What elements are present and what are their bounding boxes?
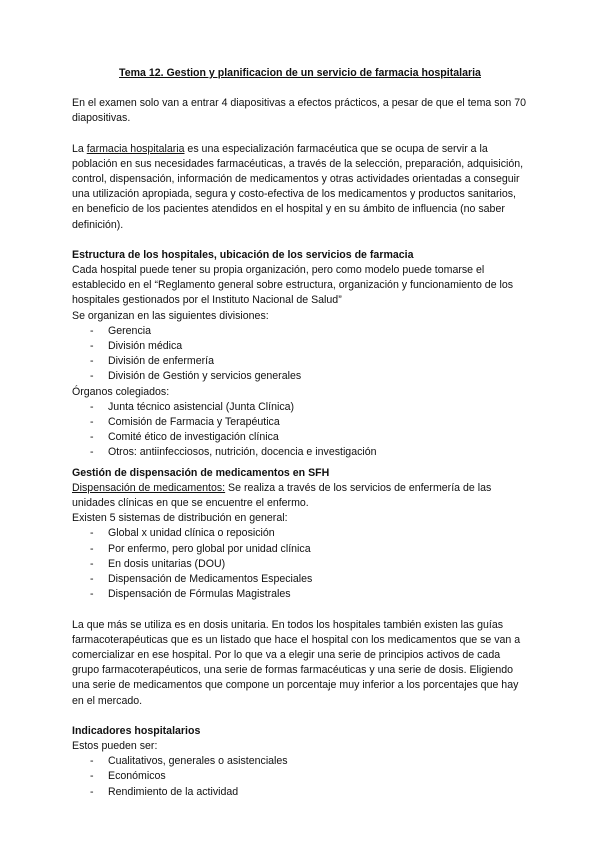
definition-term: farmacia hospitalaria xyxy=(86,142,185,155)
definition-prefix: La xyxy=(72,142,87,155)
section2-paragraph: La que más se utiliza es en dosis unitaria. En todos los hospitales también existen las guías farmacoterapéuticas que es un listado que hace el hospital con los medicamentos que se van a comercializar en ese hospital. Por lo que va a elegir una serie de principios activos de cada grupo farmacoterapéuticos, una serie de formas farmacéuticas y una serie de dosis. Eligiendo una serie de medicamentos que compone un porcentaje muy inferior a los porcentajes que hay en el mercado. xyxy=(72,618,521,707)
dispensation-text: Se realiza a través de los servicios de enfermería de las unidades clínicas en que se encuentre el enfermo. xyxy=(72,481,492,510)
list-item: - Rendimiento de la actividad xyxy=(72,785,528,800)
section1-heading: Estructura de los hospitales, ubicación de los servicios de farmacia xyxy=(72,248,414,261)
list-item: - Gerencia xyxy=(72,324,528,339)
definition-paragraph xyxy=(72,142,528,233)
divisions-list xyxy=(72,324,528,385)
list-item: - Económicos xyxy=(72,769,528,784)
section3-heading: Indicadores hospitalarios xyxy=(72,724,201,737)
organs-intro: Órganos colegiados: xyxy=(72,385,170,398)
section2-heading: Gestión de dispensación de medicamentos en SFH xyxy=(72,466,330,479)
indicators-list xyxy=(72,754,528,800)
dispensation-definition xyxy=(72,481,528,511)
list-item: - Comisión de Farmacia y Terapéutica xyxy=(72,415,528,430)
list-item: - Otros: antiinfecciosos, nutrición, docencia e investigación xyxy=(72,445,528,460)
list-item: - Cualitativos, generales o asistenciales xyxy=(72,754,528,769)
organs-list xyxy=(72,400,528,461)
list-item: - Global x unidad clínica o reposición xyxy=(72,526,528,541)
list-item: - División de Gestión y servicios generales xyxy=(72,369,528,384)
document-title: Tema 12. Gestion y planificacion de un servicio de farmacia hospitalaria xyxy=(119,67,481,79)
section1-text: Cada hospital puede tener su propia organización, pero como modelo puede tomarse el establecido en el “Reglamento general sobre estructura, organización y funcionamiento de los hospitales gestionados por el Instituto Nacional de Salud” xyxy=(72,264,514,307)
dispensation-term: Dispensación de medicamentos: xyxy=(72,481,226,494)
list-item: - Comité ético de investigación clínica xyxy=(72,430,528,445)
list-item: - Dispensación de Medicamentos Especiales xyxy=(72,572,528,587)
list-item: - Dispensación de Fórmulas Magistrales xyxy=(72,587,528,602)
document-page xyxy=(72,66,528,800)
systems-intro: Existen 5 sistemas de distribución en general: xyxy=(72,512,288,525)
systems-list xyxy=(72,526,528,602)
list-item: - En dosis unitarias (DOU) xyxy=(72,557,528,572)
intro-paragraph: En el examen solo van a entrar 4 diapositivas a efectos prácticos, a pesar de que el tema son 70 diapositivas. xyxy=(72,97,527,125)
list-item: - División de enfermería xyxy=(72,354,528,369)
divisions-intro: Se organizan en las siguientes divisiones: xyxy=(72,309,269,322)
definition-text: es una especialización farmacéutica que se ocupa de servir a la población en sus necesidades farmacéuticas, a través de la selección, preparación, adquisición, control, dispensación, información de medicamentos y otras actividades orientadas a conseguir una utilización apropiada, segura y costo-efectiva de los medicamentos y productos sanitarios, en beneficio de los pacientes atendidos en el hospital y en su ámbito de influencia (no saber definición). xyxy=(72,142,524,231)
list-item: - Junta técnico asistencial (Junta Clínica) xyxy=(72,400,528,415)
list-item: - División médica xyxy=(72,339,528,354)
list-item: - Por enfermo, pero global por unidad clínica xyxy=(72,542,528,557)
section3-intro: Estos pueden ser: xyxy=(72,739,158,752)
